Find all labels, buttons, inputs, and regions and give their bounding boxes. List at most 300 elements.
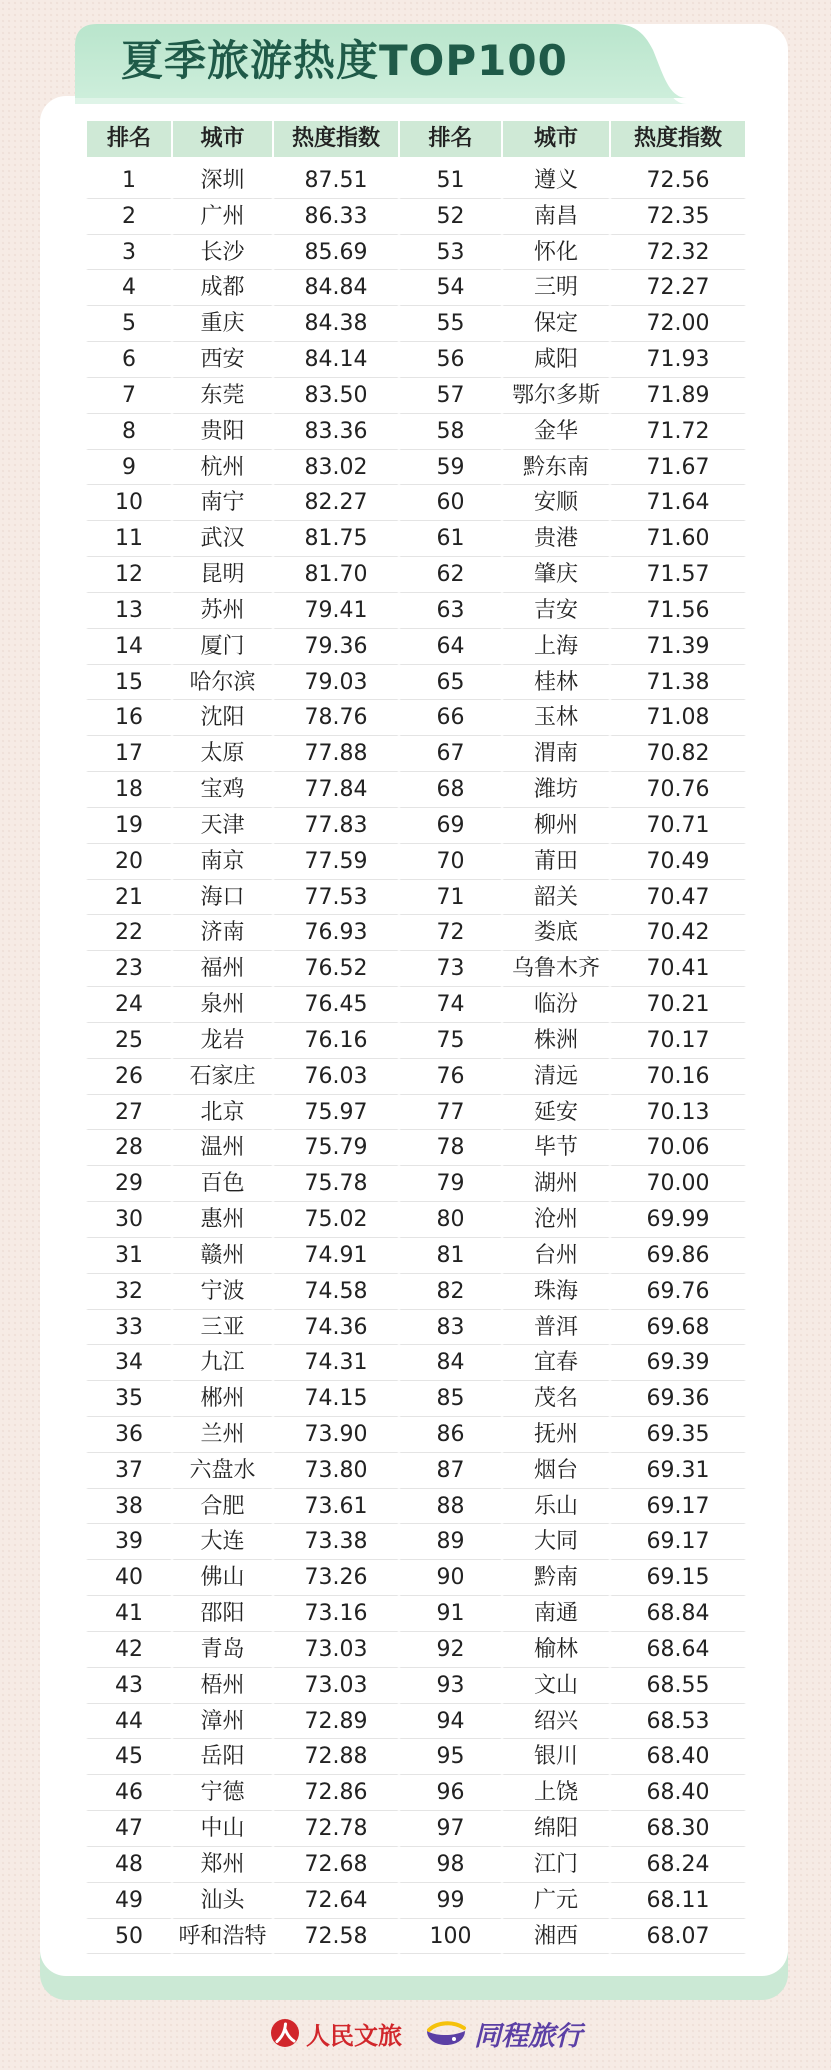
rank-cell: 70 — [399, 844, 502, 880]
city-cell: 佛山 — [172, 1560, 273, 1596]
heat-index-cell: 79.03 — [273, 665, 399, 701]
city-cell: 天津 — [172, 808, 273, 844]
rank-cell: 19 — [86, 808, 172, 844]
table-row — [86, 342, 746, 378]
heat-index-cell: 71.60 — [610, 521, 746, 557]
table-row — [86, 270, 746, 306]
city-cell: 台州 — [502, 1238, 610, 1274]
city-cell: 黔东南 — [502, 450, 610, 486]
table-header — [86, 121, 746, 157]
city-cell: 莆田 — [502, 844, 610, 880]
city-cell: 绍兴 — [502, 1704, 610, 1740]
heat-index-cell: 74.36 — [273, 1310, 399, 1346]
heat-index-cell: 72.27 — [610, 270, 746, 306]
rank-cell: 24 — [86, 987, 172, 1023]
rank-cell: 92 — [399, 1632, 502, 1668]
rank-cell: 38 — [86, 1489, 172, 1525]
heat-index-cell: 71.57 — [610, 557, 746, 593]
table-row — [86, 235, 746, 271]
heat-index-cell: 75.78 — [273, 1166, 399, 1202]
heat-index-cell: 70.17 — [610, 1023, 746, 1059]
rank-cell: 3 — [86, 235, 172, 271]
heat-index-cell: 72.32 — [610, 235, 746, 271]
heat-index-cell: 73.80 — [273, 1453, 399, 1489]
rank-cell: 50 — [86, 1919, 172, 1955]
rank-cell: 84 — [399, 1345, 502, 1381]
rank-cell: 37 — [86, 1453, 172, 1489]
city-cell: 肇庆 — [502, 557, 610, 593]
city-cell: 宁波 — [172, 1274, 273, 1310]
city-cell: 珠海 — [502, 1274, 610, 1310]
rank-cell: 10 — [86, 485, 172, 521]
rank-cell: 73 — [399, 951, 502, 987]
city-cell: 玉林 — [502, 700, 610, 736]
heat-index-cell: 71.72 — [610, 414, 746, 450]
table-row — [86, 1668, 746, 1704]
heat-index-cell: 72.64 — [273, 1883, 399, 1919]
rank-cell: 79 — [399, 1166, 502, 1202]
rank-cell: 23 — [86, 951, 172, 987]
rank-cell: 30 — [86, 1202, 172, 1238]
city-cell: 汕头 — [172, 1883, 273, 1919]
rank-cell: 63 — [399, 593, 502, 629]
city-cell: 杭州 — [172, 450, 273, 486]
heat-index-cell: 68.30 — [610, 1811, 746, 1847]
city-cell: 柳州 — [502, 808, 610, 844]
heat-index-cell: 73.38 — [273, 1524, 399, 1560]
table-row — [86, 1847, 746, 1883]
city-cell: 宁德 — [172, 1775, 273, 1811]
table-row — [86, 1345, 746, 1381]
table-row — [86, 1130, 746, 1166]
city-cell: 乌鲁木齐 — [502, 951, 610, 987]
city-cell: 娄底 — [502, 915, 610, 951]
city-cell: 乐山 — [502, 1489, 610, 1525]
header-rank-right: 排名 — [399, 121, 502, 157]
city-cell: 昆明 — [172, 557, 273, 593]
table-row — [86, 915, 746, 951]
city-cell: 株洲 — [502, 1023, 610, 1059]
table-row — [86, 808, 746, 844]
city-cell: 青岛 — [172, 1632, 273, 1668]
heat-index-cell: 71.67 — [610, 450, 746, 486]
table-row — [86, 1489, 746, 1525]
table-row — [86, 736, 746, 772]
city-cell: 贵阳 — [172, 414, 273, 450]
city-cell: 成都 — [172, 270, 273, 306]
heat-index-cell: 69.17 — [610, 1489, 746, 1525]
city-cell: 安顺 — [502, 485, 610, 521]
heat-index-cell: 69.39 — [610, 1345, 746, 1381]
rank-cell: 99 — [399, 1883, 502, 1919]
rank-cell: 17 — [86, 736, 172, 772]
heat-index-cell: 72.89 — [273, 1704, 399, 1740]
table-row — [86, 665, 746, 701]
city-cell: 延安 — [502, 1095, 610, 1131]
rank-cell: 82 — [399, 1274, 502, 1310]
heat-index-cell: 71.39 — [610, 629, 746, 665]
heat-index-cell: 68.40 — [610, 1739, 746, 1775]
city-cell: 石家庄 — [172, 1059, 273, 1095]
rank-cell: 31 — [86, 1238, 172, 1274]
rank-cell: 87 — [399, 1453, 502, 1489]
rank-cell: 34 — [86, 1345, 172, 1381]
heat-index-cell: 71.08 — [610, 700, 746, 736]
heat-index-cell: 76.52 — [273, 951, 399, 987]
city-cell: 呼和浩特 — [172, 1919, 273, 1955]
table-row — [86, 1381, 746, 1417]
heat-index-cell: 76.93 — [273, 915, 399, 951]
city-cell: 沈阳 — [172, 700, 273, 736]
city-cell: 广州 — [172, 199, 273, 235]
heat-index-cell: 71.93 — [610, 342, 746, 378]
rank-cell: 67 — [399, 736, 502, 772]
rank-cell: 33 — [86, 1310, 172, 1346]
city-cell: 潍坊 — [502, 772, 610, 808]
city-cell: 宝鸡 — [172, 772, 273, 808]
heat-index-cell: 84.84 — [273, 270, 399, 306]
city-cell: 哈尔滨 — [172, 665, 273, 701]
heat-index-cell: 70.49 — [610, 844, 746, 880]
table-row — [86, 880, 746, 916]
heat-index-cell: 72.78 — [273, 1811, 399, 1847]
heat-index-cell: 70.13 — [610, 1095, 746, 1131]
rank-cell: 93 — [399, 1668, 502, 1704]
heat-index-cell: 79.41 — [273, 593, 399, 629]
heat-index-cell: 70.42 — [610, 915, 746, 951]
rank-cell: 91 — [399, 1596, 502, 1632]
heat-index-cell: 70.41 — [610, 951, 746, 987]
heat-index-cell: 71.89 — [610, 378, 746, 414]
heat-index-cell: 70.47 — [610, 880, 746, 916]
heat-index-cell: 81.75 — [273, 521, 399, 557]
city-cell: 九江 — [172, 1345, 273, 1381]
table-row — [86, 1811, 746, 1847]
heat-index-cell: 72.35 — [610, 199, 746, 235]
heat-index-cell: 73.16 — [273, 1596, 399, 1632]
heat-index-cell: 73.03 — [273, 1668, 399, 1704]
rank-cell: 47 — [86, 1811, 172, 1847]
rank-cell: 29 — [86, 1166, 172, 1202]
table-row — [86, 306, 746, 342]
table-row — [86, 1059, 746, 1095]
heat-index-cell: 73.90 — [273, 1417, 399, 1453]
city-cell: 惠州 — [172, 1202, 273, 1238]
table-row — [86, 1596, 746, 1632]
heat-index-cell: 73.03 — [273, 1632, 399, 1668]
rank-cell: 88 — [399, 1489, 502, 1525]
heat-index-cell: 72.00 — [610, 306, 746, 342]
city-cell: 龙岩 — [172, 1023, 273, 1059]
city-cell: 海口 — [172, 880, 273, 916]
heat-index-cell: 69.17 — [610, 1524, 746, 1560]
city-cell: 咸阳 — [502, 342, 610, 378]
heat-index-cell: 68.24 — [610, 1847, 746, 1883]
heat-index-cell: 75.79 — [273, 1130, 399, 1166]
city-cell: 吉安 — [502, 593, 610, 629]
rank-cell: 95 — [399, 1739, 502, 1775]
table-row — [86, 1883, 746, 1919]
heat-index-cell: 69.36 — [610, 1381, 746, 1417]
renmin-wenlv-wordmark: 人民文旅 — [306, 2020, 402, 2050]
city-cell: 深圳 — [172, 163, 273, 199]
rank-cell: 45 — [86, 1739, 172, 1775]
heat-index-cell: 72.58 — [273, 1919, 399, 1955]
rank-cell: 75 — [399, 1023, 502, 1059]
heat-index-cell: 69.99 — [610, 1202, 746, 1238]
rank-cell: 66 — [399, 700, 502, 736]
table-row — [86, 1238, 746, 1274]
heat-index-cell: 70.82 — [610, 736, 746, 772]
rank-cell: 65 — [399, 665, 502, 701]
table-row — [86, 1632, 746, 1668]
heat-index-cell: 86.33 — [273, 199, 399, 235]
city-cell: 南昌 — [502, 199, 610, 235]
rank-cell: 69 — [399, 808, 502, 844]
table-row — [86, 1775, 746, 1811]
table-row — [86, 1524, 746, 1560]
rank-cell: 76 — [399, 1059, 502, 1095]
city-cell: 中山 — [172, 1811, 273, 1847]
city-cell: 怀化 — [502, 235, 610, 271]
heat-index-cell: 69.31 — [610, 1453, 746, 1489]
table-row — [86, 1095, 746, 1131]
city-cell: 遵义 — [502, 163, 610, 199]
city-cell: 渭南 — [502, 736, 610, 772]
rank-cell: 86 — [399, 1417, 502, 1453]
city-cell: 桂林 — [502, 665, 610, 701]
header-city-right: 城市 — [502, 121, 610, 157]
table-row — [86, 1274, 746, 1310]
rank-cell: 59 — [399, 450, 502, 486]
rank-cell: 43 — [86, 1668, 172, 1704]
city-cell: 合肥 — [172, 1489, 273, 1525]
table-row — [86, 521, 746, 557]
rank-cell: 85 — [399, 1381, 502, 1417]
city-cell: 沧州 — [502, 1202, 610, 1238]
city-cell: 六盘水 — [172, 1453, 273, 1489]
heat-index-cell: 84.38 — [273, 306, 399, 342]
table-row — [86, 1919, 746, 1955]
city-cell: 漳州 — [172, 1704, 273, 1740]
city-cell: 郴州 — [172, 1381, 273, 1417]
city-cell: 广元 — [502, 1883, 610, 1919]
rank-cell: 77 — [399, 1095, 502, 1131]
table-row — [86, 450, 746, 486]
city-cell: 福州 — [172, 951, 273, 987]
rank-cell: 98 — [399, 1847, 502, 1883]
city-cell: 鄂尔多斯 — [502, 378, 610, 414]
heat-index-cell: 78.76 — [273, 700, 399, 736]
header-rank-left: 排名 — [86, 121, 172, 157]
rank-cell: 20 — [86, 844, 172, 880]
rank-cell: 48 — [86, 1847, 172, 1883]
heat-index-cell: 69.68 — [610, 1310, 746, 1346]
city-cell: 绵阳 — [502, 1811, 610, 1847]
city-cell: 兰州 — [172, 1417, 273, 1453]
table-row — [86, 987, 746, 1023]
heat-index-cell: 73.26 — [273, 1560, 399, 1596]
table-row — [86, 700, 746, 736]
page-title: 夏季旅游热度TOP100 — [121, 36, 568, 85]
city-cell: 梧州 — [172, 1668, 273, 1704]
heat-index-cell: 74.31 — [273, 1345, 399, 1381]
city-cell: 武汉 — [172, 521, 273, 557]
heat-index-cell: 75.02 — [273, 1202, 399, 1238]
rank-cell: 14 — [86, 629, 172, 665]
heat-index-cell: 70.06 — [610, 1130, 746, 1166]
rank-cell: 83 — [399, 1310, 502, 1346]
table-row — [86, 163, 746, 199]
heat-index-cell: 70.76 — [610, 772, 746, 808]
city-cell: 清远 — [502, 1059, 610, 1095]
heat-index-cell: 72.56 — [610, 163, 746, 199]
rank-cell: 40 — [86, 1560, 172, 1596]
city-cell: 大连 — [172, 1524, 273, 1560]
heat-index-cell: 84.14 — [273, 342, 399, 378]
table-body — [86, 163, 746, 1954]
rank-cell: 46 — [86, 1775, 172, 1811]
city-cell: 湘西 — [502, 1919, 610, 1955]
rank-cell: 54 — [399, 270, 502, 306]
heat-index-cell: 85.69 — [273, 235, 399, 271]
table-row — [86, 414, 746, 450]
rank-cell: 12 — [86, 557, 172, 593]
tongcheng-travel-logo — [424, 2014, 582, 2053]
city-cell: 烟台 — [502, 1453, 610, 1489]
rank-cell: 32 — [86, 1274, 172, 1310]
city-cell: 南宁 — [172, 485, 273, 521]
city-cell: 普洱 — [502, 1310, 610, 1346]
rank-cell: 49 — [86, 1883, 172, 1919]
rank-cell: 8 — [86, 414, 172, 450]
heat-index-cell: 83.50 — [273, 378, 399, 414]
city-cell: 邵阳 — [172, 1596, 273, 1632]
rank-cell: 21 — [86, 880, 172, 916]
city-cell: 重庆 — [172, 306, 273, 342]
rank-cell: 80 — [399, 1202, 502, 1238]
rank-cell: 58 — [399, 414, 502, 450]
header-city-left: 城市 — [172, 121, 273, 157]
rank-cell: 94 — [399, 1704, 502, 1740]
table-row — [86, 844, 746, 880]
city-cell: 温州 — [172, 1130, 273, 1166]
table-row — [86, 629, 746, 665]
city-cell: 太原 — [172, 736, 273, 772]
rank-cell: 2 — [86, 199, 172, 235]
city-cell: 贵港 — [502, 521, 610, 557]
rank-cell: 53 — [399, 235, 502, 271]
rank-cell: 62 — [399, 557, 502, 593]
tongcheng-travel-wordmark: 同程旅行 — [474, 2020, 582, 2052]
rank-cell: 97 — [399, 1811, 502, 1847]
rank-cell: 52 — [399, 199, 502, 235]
rank-cell: 81 — [399, 1238, 502, 1274]
heat-index-cell: 68.84 — [610, 1596, 746, 1632]
rank-cell: 6 — [86, 342, 172, 378]
heat-index-cell: 74.15 — [273, 1381, 399, 1417]
rank-cell: 64 — [399, 629, 502, 665]
rank-cell: 1 — [86, 163, 172, 199]
heat-index-cell: 69.76 — [610, 1274, 746, 1310]
header-heat-index-right: 热度指数 — [610, 121, 746, 157]
rank-cell: 44 — [86, 1704, 172, 1740]
rank-cell: 28 — [86, 1130, 172, 1166]
city-cell: 厦门 — [172, 629, 273, 665]
heat-index-cell: 70.00 — [610, 1166, 746, 1202]
rank-cell: 36 — [86, 1417, 172, 1453]
table-row — [86, 1453, 746, 1489]
heat-index-cell: 70.16 — [610, 1059, 746, 1095]
heat-index-cell: 74.58 — [273, 1274, 399, 1310]
heat-index-cell: 69.86 — [610, 1238, 746, 1274]
rank-cell: 90 — [399, 1560, 502, 1596]
rank-cell: 68 — [399, 772, 502, 808]
tongcheng-travel-logo-icon — [424, 2019, 468, 2047]
heat-index-cell: 71.64 — [610, 485, 746, 521]
city-cell: 长沙 — [172, 235, 273, 271]
rank-cell: 42 — [86, 1632, 172, 1668]
city-cell: 上饶 — [502, 1775, 610, 1811]
city-cell: 宜春 — [502, 1345, 610, 1381]
heat-index-cell: 77.88 — [273, 736, 399, 772]
heat-index-cell: 81.70 — [273, 557, 399, 593]
rank-cell: 22 — [86, 915, 172, 951]
heat-index-cell: 79.36 — [273, 629, 399, 665]
rank-cell: 61 — [399, 521, 502, 557]
rank-cell: 56 — [399, 342, 502, 378]
city-cell: 保定 — [502, 306, 610, 342]
rank-cell: 55 — [399, 306, 502, 342]
table-row — [86, 593, 746, 629]
rank-cell: 11 — [86, 521, 172, 557]
table-row — [86, 1166, 746, 1202]
table-row — [86, 378, 746, 414]
heat-index-cell: 75.97 — [273, 1095, 399, 1131]
heat-index-cell: 76.45 — [273, 987, 399, 1023]
city-cell: 茂名 — [502, 1381, 610, 1417]
city-cell: 西安 — [172, 342, 273, 378]
rank-cell: 16 — [86, 700, 172, 736]
city-cell: 苏州 — [172, 593, 273, 629]
heat-index-cell: 69.35 — [610, 1417, 746, 1453]
city-cell: 济南 — [172, 915, 273, 951]
table-row — [86, 557, 746, 593]
table-row — [86, 1417, 746, 1453]
heat-index-cell: 68.11 — [610, 1883, 746, 1919]
heat-index-cell: 69.15 — [610, 1560, 746, 1596]
rank-cell: 89 — [399, 1524, 502, 1560]
city-cell: 南京 — [172, 844, 273, 880]
city-cell: 大同 — [502, 1524, 610, 1560]
table-row — [86, 1739, 746, 1775]
heat-index-cell: 68.40 — [610, 1775, 746, 1811]
rank-cell: 39 — [86, 1524, 172, 1560]
table-row — [86, 951, 746, 987]
rank-cell: 96 — [399, 1775, 502, 1811]
heat-index-cell: 70.21 — [610, 987, 746, 1023]
header-heat-index-left: 热度指数 — [273, 121, 399, 157]
city-cell: 百色 — [172, 1166, 273, 1202]
heat-index-cell: 77.83 — [273, 808, 399, 844]
city-cell: 赣州 — [172, 1238, 273, 1274]
city-cell: 北京 — [172, 1095, 273, 1131]
heat-index-cell: 87.51 — [273, 163, 399, 199]
city-cell: 金华 — [502, 414, 610, 450]
rank-cell: 72 — [399, 915, 502, 951]
rank-cell: 71 — [399, 880, 502, 916]
heat-index-cell: 82.27 — [273, 485, 399, 521]
